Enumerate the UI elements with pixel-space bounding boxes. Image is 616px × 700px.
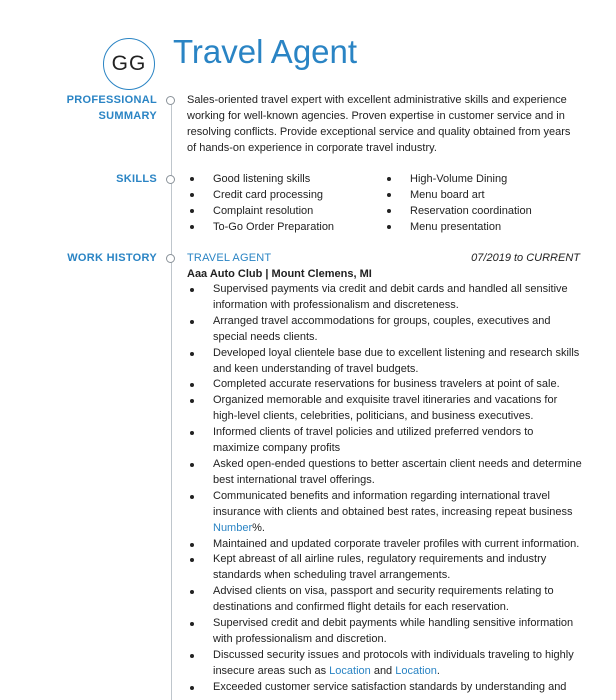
- skill-item: Credit card processing: [190, 187, 387, 203]
- skill-item: High-Volume Dining: [387, 171, 580, 187]
- skill-item: To-Go Order Preparation: [190, 219, 387, 235]
- duty-text: Discussed security issues and protocols with individuals traveling to highly insecure areas such as: [213, 648, 574, 677]
- initials-badge: [103, 38, 155, 90]
- summary-timeline-dot: [166, 96, 175, 105]
- skill-item: Menu presentation: [387, 219, 580, 235]
- skill-item: Menu board art: [387, 187, 580, 203]
- summary-section-label: [7, 92, 157, 124]
- duty-item: Completed accurate reservations for business travelers at point of sale.: [190, 377, 582, 393]
- work-history-timeline-dot: [166, 254, 175, 263]
- skill-item: Complaint resolution: [190, 203, 387, 219]
- location-placeholder-link[interactable]: Location: [395, 664, 437, 677]
- summary-text: Sales-oriented travel expert with excellent administrative skills and experience working for well-known agencies. Proven expertise in customer service and in resolving conflicts. Provide exceptional service and quality obtained from years of hands-on experience in corporate travel industry.: [187, 94, 571, 154]
- duty-item: Informed clients of travel policies and utilized preferred vendors to maximize company profits: [190, 425, 582, 457]
- duty-suffix: .: [436, 664, 440, 677]
- duty-suffix: %.: [252, 521, 265, 534]
- number-placeholder-link[interactable]: Number: [213, 521, 253, 534]
- location-placeholder-link[interactable]: Location: [329, 664, 371, 677]
- duty-item: Organized memorable and exquisite travel itineraries and vacations for high-level clients, celebrities, politicians, and business executives.: [190, 393, 582, 425]
- duty-item: Supervised credit and debit payments while handling sensitive information with professionalism and discretion.: [190, 616, 582, 648]
- duty-text: Communicated benefits and information regarding international travel insurance with clients and obtained best rates, increasing repeat business: [213, 489, 573, 518]
- duty-item: Kept abreast of all airline rules, regulatory requirements and industry standards when scheduling travel arrangements.: [190, 552, 582, 584]
- skills-timeline-dot: [166, 175, 175, 184]
- duty-item: Supervised payments via credit and debit cards and handled all sensitive information with professionalism and discreteness.: [190, 282, 582, 314]
- skill-item: Reservation coordination: [387, 203, 580, 219]
- page-title: Travel Agent: [173, 33, 358, 70]
- duty-item: [190, 648, 582, 680]
- summary-label-line2: SUMMARY: [98, 110, 157, 122]
- job-title: TRAVEL AGENT: [187, 252, 272, 264]
- skill-item: Good listening skills: [190, 171, 387, 187]
- initials: GG: [111, 52, 147, 75]
- company-location: Aaa Auto Club | Mount Clemens, MI: [187, 268, 372, 280]
- job-dates: 07/2019 to CURRENT: [471, 252, 580, 264]
- duty-item: Arranged travel accommodations for groups, couples, executives and special needs clients.: [190, 314, 582, 346]
- work-history-section-label: WORK HISTORY: [67, 252, 157, 264]
- duties-list: [190, 282, 582, 696]
- duty-item: Exceeded customer service satisfaction standards by understanding and: [190, 680, 582, 696]
- timeline-line: [171, 100, 172, 700]
- skills-section-label: SKILLS: [116, 173, 157, 185]
- skills-list: [190, 171, 580, 235]
- summary-label-line1: PROFESSIONAL: [66, 94, 157, 106]
- duty-item: [190, 489, 582, 537]
- duty-item: Advised clients on visa, passport and security requirements relating to destinations and confirmed flight details for each reservation.: [190, 584, 582, 616]
- duty-item: Maintained and updated corporate traveler profiles with current information.: [190, 537, 582, 553]
- duty-text-mid: and: [370, 664, 396, 677]
- duty-item: Asked open-ended questions to better ascertain client needs and determine best international travel offerings.: [190, 457, 582, 489]
- duty-item: Developed loyal clientele base due to excellent listening and research skills and keen understanding of travel budgets.: [190, 346, 582, 378]
